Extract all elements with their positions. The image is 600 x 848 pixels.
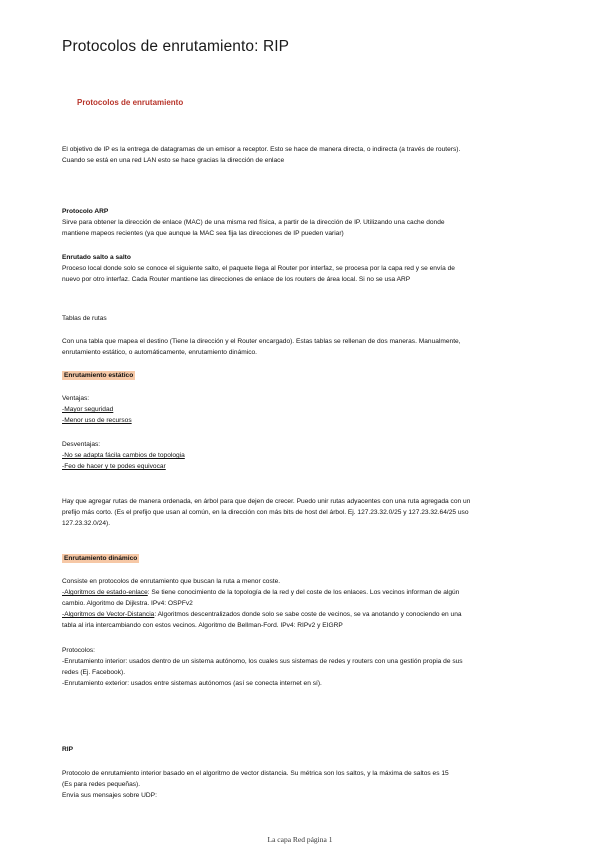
text-line: El objetivo de IP es la entrega de datagramas de un emisor a receptor. Esto se hace de manera directa, o indirecta (a través de routers). [62, 146, 461, 153]
text-line: Con una tabla que mapea el destino (Tiene la dirección y el Router encargado). Estas tablas se rellenan de dos maneras. Manualmente, [62, 338, 461, 345]
text-line: Sirve para obtener la dirección de enlace (MAC) de una misma red física, a partir de la dirección de IP. Utilizando una cache donde [62, 219, 445, 226]
ventaja-item: -Mayor seguridad [62, 406, 114, 413]
text-line: Hay que agregar rutas de manera ordenada, en árbol para que dejen de crecer. Puedo unir rutas adyacentes con una ruta agregada con un [62, 498, 471, 505]
estado-enlace-line [62, 587, 582, 598]
rip-heading-block [62, 744, 582, 755]
text-line: (Es para redes pequeñas). [62, 781, 141, 788]
text-line: enrutamiento estático, o automáticamente, enrutamiento dinámico. [62, 349, 257, 356]
vector-distancia-term: -Algoritmos de Vector-Distancia [62, 611, 155, 618]
vector-distancia-line [62, 609, 582, 620]
desventaja-item: -No se adapta fácila cambios de topologia [62, 452, 185, 459]
tablas-paragraph [62, 336, 582, 358]
estado-enlace-text: : Se tiene conocimiento de la topología de la red y del coste de los enlaces. Los vecinos informan de algún [147, 589, 460, 596]
text-line: Cuando se está en una red LAN esto se hace gracias la dirección de enlace [62, 157, 285, 164]
salto-section [62, 252, 582, 285]
ventajas-block [62, 393, 582, 426]
page-title: Protocolos de enrutamiento: RIP [62, 38, 290, 55]
desventajas-label: Desventajas: [62, 441, 101, 448]
tablas-heading: Tablas de rutas [62, 315, 107, 322]
dinamico-label-block [62, 553, 582, 564]
estatico-label-block [62, 370, 582, 381]
tablas-heading-block [62, 313, 582, 324]
rip-paragraph [62, 768, 582, 801]
text-line: Proceso local donde solo se conoce el siguiente salto, el paquete llega al Router por interfaz, se procesa por la capa red y se envía de [62, 265, 455, 272]
vector-distancia-text: : Algoritmos descentralizados donde solo se sabe coste de vecinos, se va anotando y conociendo en una [154, 611, 462, 618]
dinamico-paragraph [62, 576, 582, 631]
text-line: mantiene mapeos recientes (ya que aunque la MAC sea fija las direcciones de IP pueden variar) [62, 230, 344, 237]
text-line: tabla al irla intercambiando con estos vecinos. Algoritmo de Bellman-Ford. IPv4: RIPv2 y EIGRP [62, 622, 343, 629]
text-line: nuevo por otro interfaz. Cada Router mantiene las direcciones de enlace de los routers de área local. Si no se usa ARP [62, 276, 411, 283]
intro-paragraph [62, 144, 582, 166]
text-line: Protocolo de enrutamiento interior basado en el algoritmo de vector distancia. Su métrica son los saltos, y la máxima de saltos es 15 [62, 770, 449, 777]
ventajas-label: Ventajas: [62, 395, 90, 402]
agregacion-paragraph [62, 496, 582, 529]
rip-heading: RIP [62, 746, 73, 753]
ventaja-item: -Menor uso de recursos [62, 417, 132, 424]
text-line: 127.23.32.0/24). [62, 520, 111, 527]
estatico-label: Enrutamiento estático [64, 372, 134, 379]
protocolos-block [62, 645, 582, 689]
text-line: redes (Ej. Facebook). [62, 669, 126, 676]
page-footer: La capa Red página 1 [267, 835, 333, 844]
text-line: cambio. Algoritmo de Dijkstra. IPv4: OSPFv2 [62, 600, 193, 607]
text-line: Envía sus mensajes sobre UDP: [62, 792, 157, 799]
dinamico-label: Enrutamiento dinámico [64, 555, 138, 562]
text-line: -Enrutamiento interior: usados dentro de un sistema autónomo, los cuales sus sistemas de redes y routers con una gestión propia de sus [62, 658, 463, 665]
section-subheading: Protocolos de enrutamiento [77, 98, 184, 107]
arp-heading: Protocolo ARP [62, 208, 109, 215]
text-line: Consiste en protocolos de enrutamiento que buscan la ruta a menor coste. [62, 578, 281, 585]
desventaja-item: -Feo de hacer y te podes equivocar [62, 463, 166, 470]
estado-enlace-term: -Algoritmos de estado-enlace [62, 589, 148, 596]
protocolos-label: Protocolos: [62, 647, 95, 654]
desventajas-block [62, 439, 582, 472]
text-line: -Enrutamiento exterior: usados entre sistemas autónomos (así se conecta internet en sí). [62, 680, 322, 687]
salto-heading: Enrutado salto a salto [62, 254, 131, 261]
text-line: prefijo más corto. (Es el prefijo que usan al común, en la dirección con más bits de host del árbol. Ej. 127.23.32.0/25 y 127.23.32.64/25 uso [62, 509, 469, 516]
arp-section [62, 206, 582, 239]
